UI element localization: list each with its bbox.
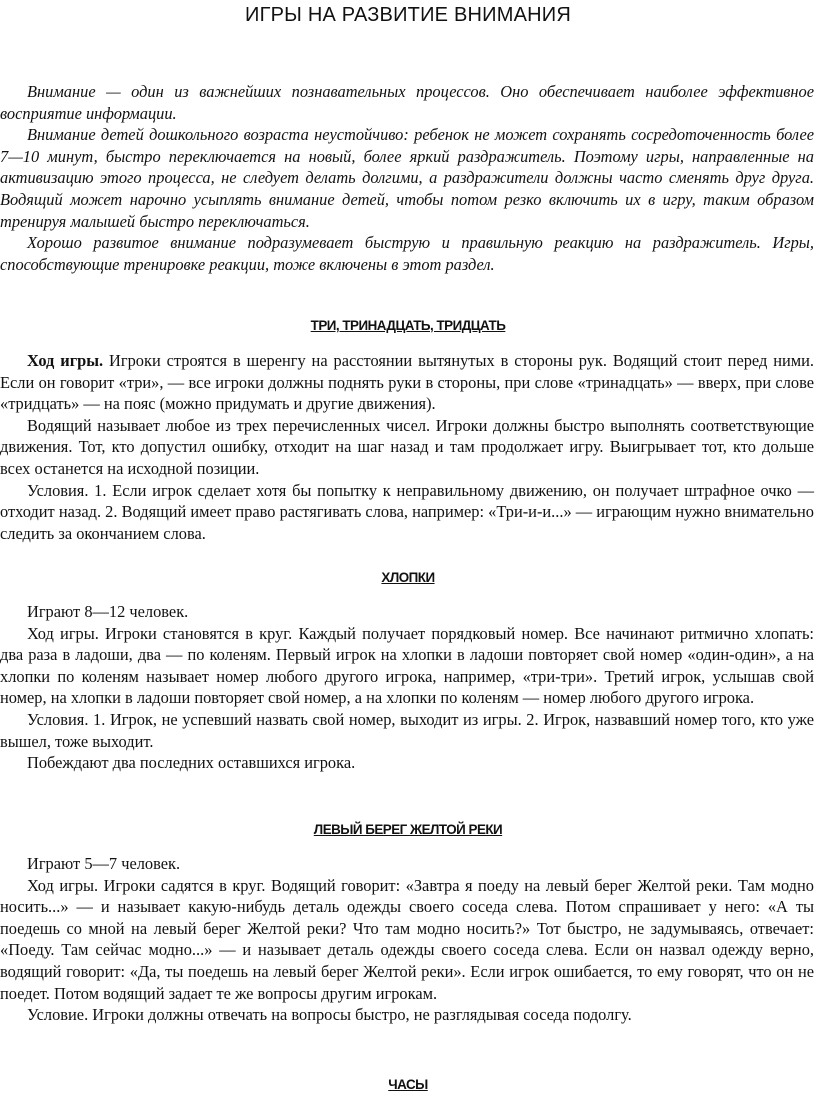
intro-text [0, 81, 814, 275]
section-paragraph: Ход игры. Игроки становятся в круг. Каждый получает порядковый номер. Все начинают ритмично хлопать: два раза в ладоши, два — по коленям. Первый игрок на хлопки в ладоши повторяет свой номер «один-один», а на хлопки по коленям называет номер любого другого игрока, например, «три-три». Третий игрок, услышав свой номер, на хлопки в ладоши повторяет свой номер, а на хлопки по коленям — номер любого другого игрока. [0, 623, 814, 708]
intro-paragraph: Хорошо развитое внимание подразумевает быструю и правильную реакцию на раздражитель. Игры, способствующие тренировке реакции, тоже включены в этот раздел. [0, 233, 814, 274]
section-paragraph: Играют 5—7 человек. [27, 854, 181, 873]
section-heading: ТРИ, ТРИНАДЦАТЬ, ТРИДЦАТЬ [310, 318, 506, 333]
section-paragraph [0, 350, 814, 415]
section-paragraph: Условие. Игроки должны отвечать на вопросы быстро, не разглядывая соседа подолгу. [27, 1005, 632, 1025]
section-paragraph: Побеждают два последних оставшихся игрока. [27, 753, 356, 773]
document-title: ИГРЫ НА РАЗВИТИЕ ВНИМАНИЯ [245, 4, 571, 26]
lead-text: Игроки строятся в шеренгу на расстоянии вытянутых в стороны рук. Водящий стоит перед ними. Если он говорит «три», — все игроки должны поднять руки в стороны, при слове «тринадцать» — вверх, при слове «тридцать» — на пояс (можно придумать и другие движения). [0, 351, 815, 414]
section-heading: ЧАСЫ [388, 1077, 428, 1092]
lead-label: Ход игры. [27, 351, 104, 370]
section-body [0, 853, 814, 1026]
section-paragraph: Ход игры. Игроки садятся в круг. Водящий говорит: «Завтра я поеду на левый берег Желтой реки. Там модно носить...» — и называет какую-нибудь деталь одежды своего соседа слева. Потом спрашивает у него: «А ты поедешь со мной на левый берег Желтой реки? Что там модно носить?» Тот быстро, не задумываясь, отвечает: «Поеду. Там сейчас модно...» — и называет деталь одежды своего соседа слева. Если он назвал одежду верно, водящий говорит: «Да, ты поедешь на левый берег Желтой реки». Если игрок ошибается, то ему говорят, что он не поедет. Потом водящий задает те же вопросы другим игрокам. [0, 875, 814, 1003]
section-paragraph: Играют 8—12 человек. [27, 602, 189, 621]
section-paragraph: Условия. 1. Если игрок сделает хотя бы попытку к неправильному движению, он получает штрафное очко — отходит назад. 2. Водящий имеет право растягивать слова, например: «Три-и-и...» — играющим нужно внимательно следить за окончанием слова. [0, 480, 814, 543]
section-paragraph: Условия. 1. Игрок, не успевший назвать свой номер, выходит из игры. 2. Игрок, назвавший номер того, кто уже вышел, тоже выходит. [0, 709, 814, 751]
section-heading: ХЛОПКИ [381, 570, 435, 585]
section-body [0, 350, 814, 544]
intro-paragraph: Внимание — один из важнейших познавательных процессов. Оно обеспечивает наиболее эффективное восприятие информации. [0, 82, 814, 123]
section-paragraph: Водящий называет любое из трех перечисленных чисел. Игроки должны быстро выполнять соответствующие движения. Тот, кто допустил ошибку, отходит на шаг назад и там продолжает игру. Выигрывает тот, кто дольше всех останется на исходной позиции. [0, 415, 814, 478]
section-body [0, 601, 814, 774]
intro-paragraph: Внимание детей дошкольного возраста неустойчиво: ребенок не может сохранять сосредоточенность более 7—10 минут, быстро переключается на новый, более яркий раздражитель. Поэтому игры, направленные на активизацию этого процесса, не следует делать долгими, а раздражители должны часто сменять друг друга. Водящий может нарочно усыплять внимание детей, чтобы потом резко включить их в игру, таким образом тренируя малышей быстро переключаться. [0, 125, 814, 231]
section-heading: ЛЕВЫЙ БЕРЕГ ЖЕЛТОЙ РЕКИ [313, 822, 503, 837]
